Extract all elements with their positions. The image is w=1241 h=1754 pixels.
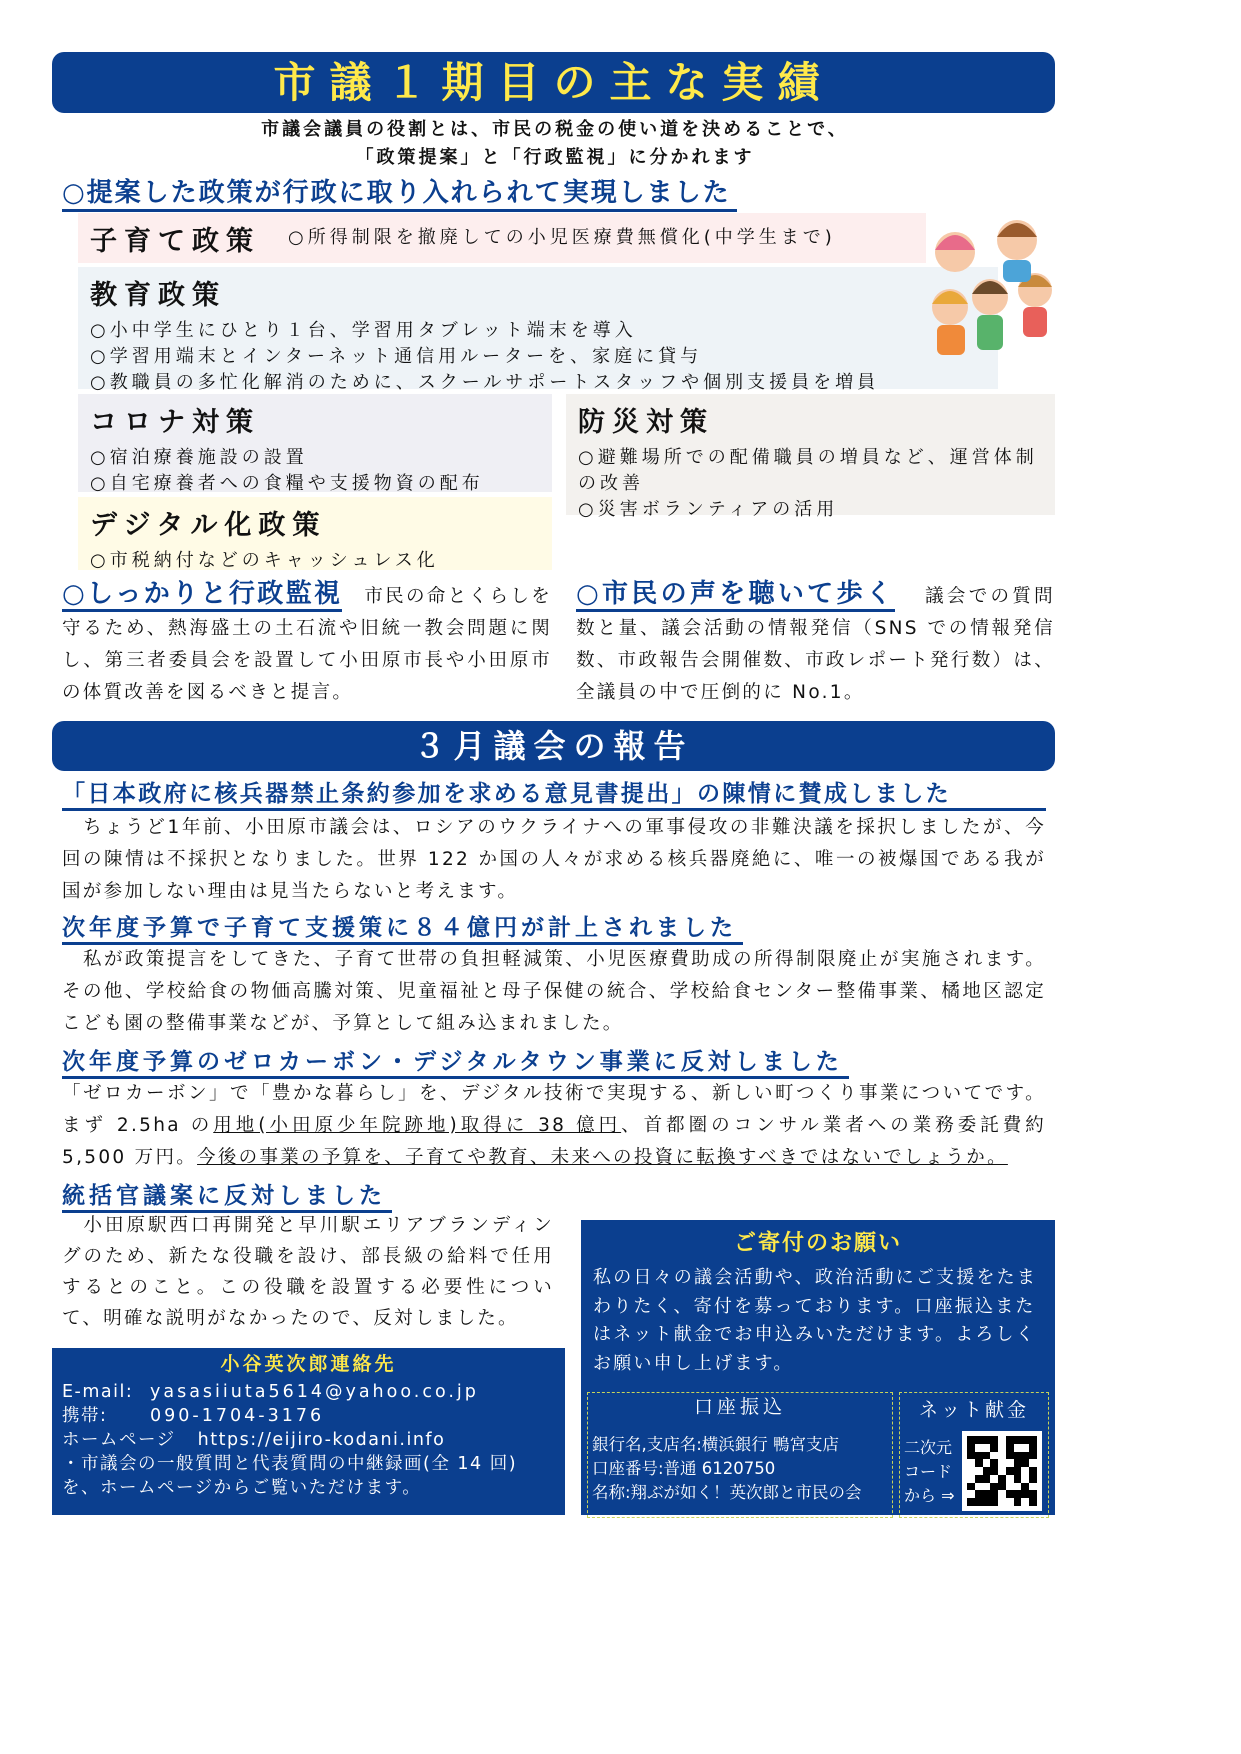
- corona-item: ○自宅療養者への食糧や支援物資の配布: [90, 473, 484, 494]
- report-bar: ３月議会の報告: [52, 721, 1055, 771]
- donation-title: ご寄付のお願い: [733, 1231, 902, 1256]
- header-bar: 市議１期目の主な実績: [52, 52, 1055, 113]
- bank-line: 名称:翔ぶが如く！英次郎と市民の会: [592, 1483, 862, 1502]
- digital-item: ○市税納付などのキャッシュレス化: [90, 550, 439, 571]
- report-heading-3: 次年度予算のゼロカーボン・デジタルタウン事業に反対しました: [62, 1043, 849, 1079]
- report-text-3-underlined: 今後の事業の予算を、子育てや教育、未来への投資に転換すべきではないでしょうか。: [197, 1147, 1008, 1168]
- net-line: 二次元: [904, 1438, 953, 1457]
- net-line: から ⇒: [904, 1486, 955, 1505]
- donation-box: [581, 1220, 1055, 1515]
- disaster-box: [566, 394, 1055, 520]
- email-link[interactable]: yasasiiuta5614@yahoo.co.jp: [150, 1382, 479, 1402]
- oversight-body: 市民の命とくらしを守るため、熱海盛土の土石流や旧統一教会問題に関し、第三者委員会を設置して小田原市長や小田原市の体質改善を図るべきと提言。: [62, 586, 553, 703]
- bank-line: 口座番号:普通 6120750: [592, 1459, 776, 1478]
- qr-code[interactable]: [962, 1431, 1042, 1511]
- oversight-section: [62, 578, 552, 709]
- net-line: コード: [904, 1462, 953, 1481]
- report-heading-1: 「日本政府に核兵器禁止条約参加を求める意見書提出」の陳情に賛成しました: [62, 775, 1046, 811]
- contact-title: 小谷英次郎連絡先: [220, 1353, 397, 1375]
- intro-line: 「政策提案」と「行政監視」に分かれます: [355, 147, 755, 168]
- policies-heading: ○提案した政策が行政に取り入れられて実現しました: [62, 172, 737, 212]
- education-item: ○教職員の多忙化解消のために、スクールサポートスタッフや個別支援員を増員: [90, 372, 880, 393]
- education-title: 教育政策: [90, 280, 226, 311]
- childcare-title: 子育て政策: [90, 225, 260, 257]
- donation-text: 私の日々の議会活動や、政治活動にご支援をたまわりたく、寄付を募っております。口座振込またはネット献金でお申込みいただけます。よろしくお願い申し上げます。: [593, 1267, 1038, 1374]
- disaster-item: ○災害ボランティアの活用: [578, 499, 839, 520]
- bank-line: 銀行名,支店名:横浜銀行 鴨宮支店: [592, 1435, 840, 1454]
- corona-item: ○宿泊療養施設の設置: [90, 447, 308, 468]
- corona-box: [78, 394, 552, 492]
- hp-label: ホームページ: [62, 1430, 176, 1450]
- report-text-3b: 、首都圏のコンサル業者への業務委託費約 5,500 万円。: [62, 1115, 1046, 1168]
- childcare-box: [78, 213, 926, 263]
- report-text-1: ちょうど1年前、小田原市議会は、ロシアのウクライナへの軍事侵攻の非難決議を採択しましたが、今回の陳情は不採択となりました。世界 122 か国の人々が求める核兵器廃絶に、唯一の被爆国である我が国が参加しない理由は見当たらないと考えます。: [62, 817, 1046, 902]
- donation-methods: [587, 1392, 1049, 1518]
- education-item: ○小中学生にひとり１台、学習用タブレット端末を導入: [90, 320, 637, 341]
- bank-transfer-box: [587, 1392, 893, 1518]
- disaster-title: 防災対策: [578, 407, 714, 438]
- bank-title: 口座振込: [693, 1396, 786, 1418]
- corona-title: コロナ対策: [90, 407, 260, 438]
- report-text-3: [62, 1078, 1046, 1174]
- contact-note: ・市議会の一般質問と代表質問の中継録画(全 14 回)を、ホームページからご覧いただけます。: [62, 1454, 518, 1498]
- net-donation-box: [899, 1392, 1049, 1518]
- intro-line: 市議会議員の役割とは、市民の税金の使い道を決めることで、: [261, 119, 849, 140]
- report-heading-4: 統括官議案に反対しました: [62, 1177, 392, 1213]
- voice-text: [576, 578, 1055, 709]
- phone-label: 携帯:: [62, 1406, 108, 1426]
- digital-title: デジタル化政策: [90, 510, 327, 541]
- report-text-2: 私が政策提言をしてきた、子育て世帯の負担軽減策、小児医療費助成の所得制限廃止が実施されます。その他、学校給食の物価高騰対策、児童福祉と母子保健の統合、学校給食センター整備事業、橘地区認定こども園の整備事業などが、予算として組み込まれました。: [62, 949, 1046, 1034]
- net-title: ネット献金: [918, 1399, 1029, 1421]
- email-label: E-mail:: [62, 1382, 134, 1402]
- disaster-item: ○避難場所での配備職員の増員など、運営体制の改善: [578, 447, 1038, 494]
- digital-box: [78, 497, 552, 570]
- education-item: ○学習用端末とインターネット通信用ルーターを、家庭に貸与: [90, 346, 703, 367]
- report-heading-2: 次年度予算で子育て支援策に８４億円が計上されました: [62, 909, 743, 945]
- contact-email-row: [62, 1380, 555, 1404]
- contact-box: [52, 1348, 565, 1515]
- report-text-3-underlined: 用地(小田原少年院跡地)取得に 38 億円: [213, 1115, 622, 1136]
- voice-heading: ○市民の声を聴いて歩く: [576, 579, 895, 612]
- childcare-item: ○所得制限を撤廃しての小児医療費無償化(中学生まで): [288, 227, 836, 248]
- oversight-heading: ○しっかりと行政監視: [62, 579, 342, 612]
- contact-hp-row: [62, 1428, 555, 1452]
- report-text-4: 小田原駅西口再開発と早川駅エリアブランディングのため、新たな役職を設け、部長級の給料で任用するとのこと。この役職を設置する必要性について、明確な説明がなかったので、反対しました。: [62, 1215, 554, 1329]
- voice-body: 議会での質問数と量、議会活動の情報発信（SNS での情報発信数、市政報告会開催数、市政レポート発行数）は、全議員の中で圧倒的に No.1。: [576, 586, 1055, 703]
- report-text-3a: 「ゼロカーボン」で「豊かな暮らし」を、デジタル技術で実現する、新しい町つくり事業についてです。まず 2.5ha の: [62, 1083, 1046, 1136]
- contact-phone-row: [62, 1404, 555, 1428]
- oversight-text: [62, 578, 552, 709]
- education-box: [78, 267, 998, 393]
- voice-section: [576, 578, 1055, 709]
- phone-number[interactable]: 090-1704-3176: [150, 1406, 325, 1426]
- hp-link[interactable]: https://eijiro-kodani.info: [197, 1430, 446, 1450]
- intro: [0, 116, 1110, 172]
- children-illustration: [925, 212, 1060, 362]
